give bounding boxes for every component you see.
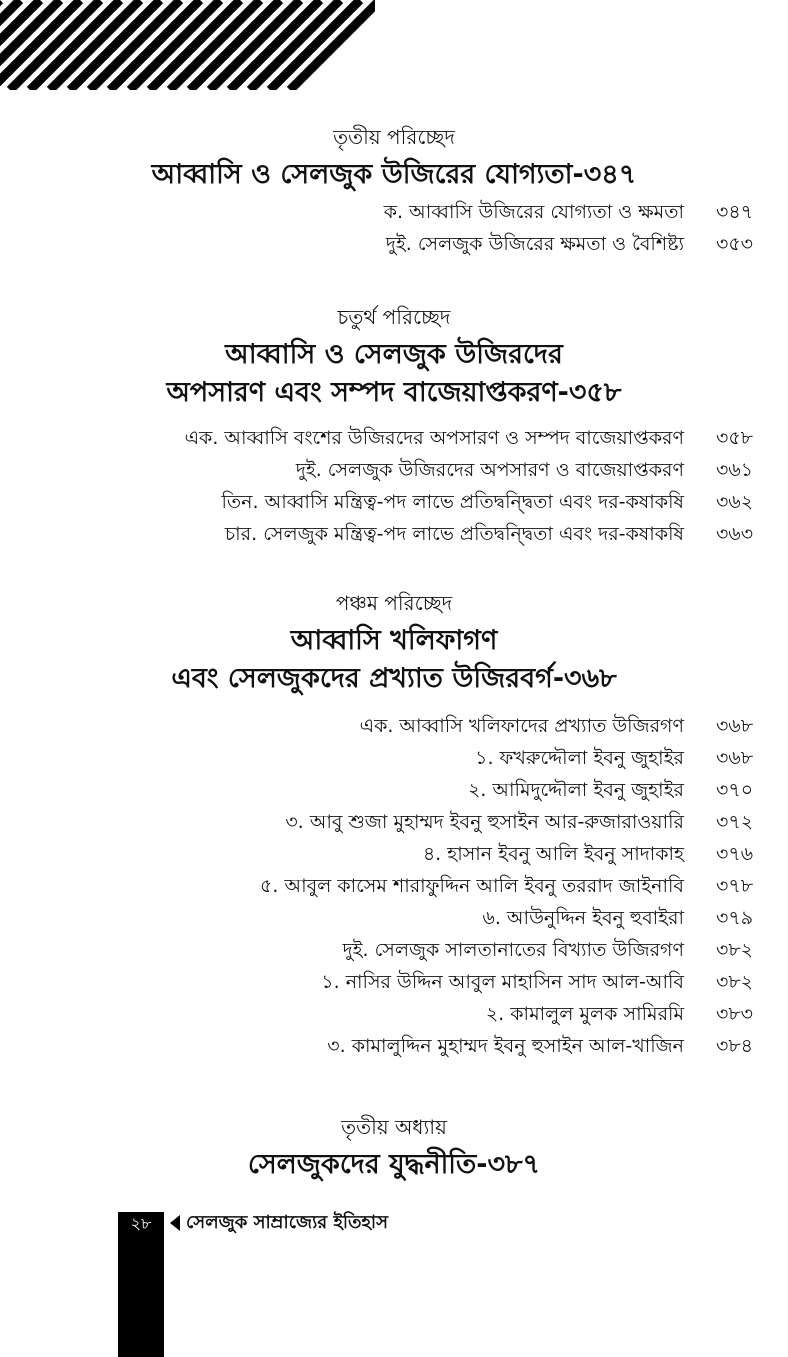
toc-entry-title: ক. আব্বাসি উজিরের যোগ্যতা ও ক্ষমতা (383, 201, 684, 223)
toc-entry-title: ৩. কামালুদ্দিন মুহাম্মদ ইবনু হুসাইন আল-খাজিন (327, 1035, 684, 1057)
toc-entry-page: ৩৭০ (716, 779, 754, 801)
toc-entry-title: এক. আব্বাসি খলিফাদের প্রখ্যাত উজিরগণ (359, 715, 684, 737)
toc-entry-title: দুই. সেলজুক সালতানাতের বিখ্যাত উজিরগণ (342, 939, 684, 961)
section-heading: সেলজুকদের যুদ্ধনীতি-৩৮৭ (247, 1149, 541, 1180)
toc-entry-title: ৫. আবুল কাসেম শারাফুদ্দিন আলি ইবনু তররাদ জাইনাবি (260, 875, 684, 897)
toc-entry[interactable] (0, 422, 788, 454)
toc-entry-title: ৩. আবু শুজা মুহাম্মদ ইবনু হুসাইন আর-রুজারাওয়ারি (285, 811, 684, 833)
toc-entry[interactable] (0, 838, 788, 870)
section-label: তৃতীয় পরিচ্ছেদ (333, 125, 455, 149)
toc-section-3rd-part (0, 1114, 788, 1184)
toc-entry-title: ৬. আউনুদ্দিন ইবনু হুবাইরা (482, 907, 684, 929)
toc-entry[interactable] (0, 870, 788, 902)
toc-entry[interactable] (0, 1030, 788, 1062)
toc-section-5th-chapter (0, 590, 788, 1062)
toc-entry-title: ১. নাসির উদ্দিন আবুল মাহাসিন সাদ আল-আবি (321, 971, 684, 993)
section-label: পঞ্চম পরিচ্ছেদ (335, 591, 453, 615)
toc-entry[interactable] (0, 998, 788, 1030)
toc-entry-title: দুই. সেলজুক উজিরদের অপসারণ ও বাজেয়াপ্তকরণ (295, 459, 684, 481)
toc-entry[interactable] (0, 934, 788, 966)
toc-entry[interactable] (0, 518, 788, 550)
toc-entry-page: ৩৮৪ (716, 1035, 754, 1057)
toc-entry-page: ৩৬৮ (716, 747, 754, 769)
section-heading-line-2: অপসারণ এবং সম্পদ বাজেয়াপ্তকরণ-৩৫৮ (166, 377, 622, 408)
toc-entry[interactable] (0, 710, 788, 742)
toc-entry-title: ২. আমিদুদ্দৌলা ইবনু জুহাইর (467, 779, 684, 801)
toc-entry-page: ৩৬২ (716, 491, 754, 513)
toc-section-3rd-chapter (0, 124, 788, 260)
toc-entry[interactable] (0, 774, 788, 806)
toc-entry-title: ২. কামালুল মুলক সামিরমি (485, 1003, 684, 1025)
toc-entry-title: চার. সেলজুক মন্ত্রিত্ব-পদ লাভে প্রতিদ্বন্দ্বিতা এবং দর-কষাকষি (224, 523, 684, 545)
toc-entry-title: ১. ফখরুদ্দৌলা ইবনু জুহাইর (475, 747, 684, 769)
section-label: চতুর্থ পরিচ্ছেদ (337, 305, 451, 329)
toc-entry-page: ৩৬১ (716, 459, 754, 481)
toc-entry[interactable] (0, 196, 788, 228)
toc-entry-page: ৩৭২ (716, 811, 754, 833)
toc-entry-page: ৩৬৩ (716, 523, 754, 545)
toc-entry-title: ৪. হাসান ইবনু আলি ইবনু সাদাকাহ (422, 843, 684, 865)
section-heading-line-1: আব্বাসি খলিফাগণ (290, 625, 498, 656)
toc-entry[interactable] (0, 486, 788, 518)
toc-entry[interactable] (0, 806, 788, 838)
toc-entry-page: ৩৮২ (716, 939, 754, 961)
toc-entry[interactable] (0, 228, 788, 260)
toc-entry-title: তিন. আব্বাসি মন্ত্রিত্ব-পদ লাভে প্রতিদ্বন্দ্বিতা এবং দর-কষাকষি (221, 491, 684, 513)
toc-entry-page: ৩৮২ (716, 971, 754, 993)
toc-entry-page: ৩৭৬ (716, 843, 754, 865)
section-heading-line-2: এবং সেলজুকদের প্রখ্যাত উজিরবর্গ-৩৬৮ (171, 663, 617, 694)
toc-entry[interactable] (0, 454, 788, 486)
running-book-title: সেলজুক সাম্রাজ্যের ইতিহাস (186, 1212, 389, 1233)
toc-entry-page: ৩৫৩ (716, 233, 754, 255)
toc-entry-page: ৩৭৮ (716, 875, 754, 897)
section-label: তৃতীয় অধ্যায় (341, 1115, 447, 1139)
toc-section-4th-chapter (0, 304, 788, 550)
page-number: ২৮ (130, 1214, 152, 1233)
toc-entry-page: ৩৭৯ (716, 907, 754, 929)
toc-entry[interactable] (0, 742, 788, 774)
decorative-stripes (0, 0, 375, 90)
section-heading: আব্বাসি ও সেলজুক উজিরের যোগ্যতা-৩৪৭ (151, 159, 637, 190)
toc-entry[interactable] (0, 966, 788, 998)
toc-entry-page: ৩৮৩ (716, 1003, 754, 1025)
triangle-left-icon (170, 1215, 180, 1231)
toc-entry-page: ৩৫৮ (716, 427, 754, 449)
section-heading-line-1: আব্বাসি ও সেলজুক উজিরদের (225, 339, 563, 370)
toc-entry-title: দুই. সেলজুক উজিরের ক্ষমতা ও বৈশিষ্ট্য (385, 233, 684, 255)
toc-entry-title: এক. আব্বাসি বংশের উজিরদের অপসারণ ও সম্পদ বাজেয়াপ্তকরণ (184, 427, 684, 449)
toc-entry[interactable] (0, 902, 788, 934)
toc-entry-page: ৩৪৭ (716, 201, 754, 223)
toc-entry-page: ৩৬৮ (716, 715, 754, 737)
